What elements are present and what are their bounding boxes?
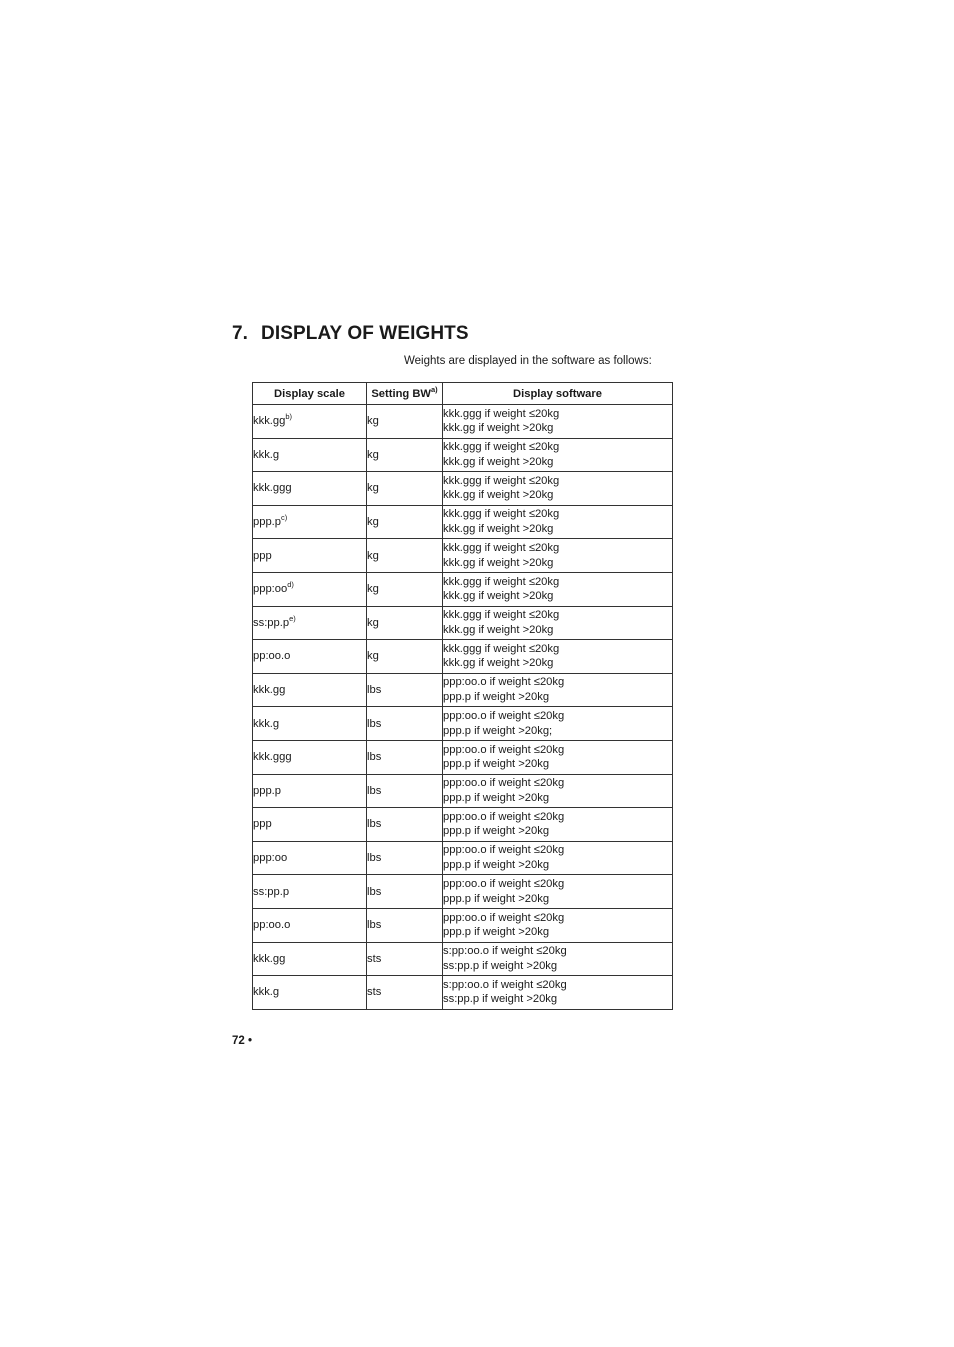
scale-format: ppp: [253, 818, 272, 831]
page-number: 72 •: [232, 1035, 253, 1047]
cell-display-software: [443, 572, 673, 606]
header-setting-bw: [367, 383, 443, 405]
table-row: [253, 472, 673, 506]
cell-display-software: [443, 472, 673, 506]
intro-text: Weights are displayed in the software as follows:: [404, 355, 652, 367]
cell-display-scale: [253, 405, 367, 439]
cell-display-scale: [253, 539, 367, 573]
footnote-marker: a): [431, 384, 438, 394]
section-title: DISPLAY OF WEIGHTS: [261, 323, 469, 344]
software-line-heavy: kkk.gg if weight >20kg: [443, 556, 554, 569]
scale-format: kkk.g: [253, 448, 280, 461]
cell-setting-bw: kg: [367, 438, 443, 472]
footnote-marker: e): [289, 613, 296, 623]
table-row: [253, 774, 673, 808]
cell-display-software: [443, 707, 673, 741]
cell-display-scale: [253, 505, 367, 539]
table-row: [253, 505, 673, 539]
table-row: [253, 908, 673, 942]
cell-setting-bw: lbs: [367, 740, 443, 774]
scale-format: ppp: [253, 549, 272, 562]
cell-setting-bw: lbs: [367, 841, 443, 875]
cell-setting-bw: lbs: [367, 875, 443, 909]
software-line-light: kkk.ggg if weight ≤20kg: [443, 508, 560, 521]
header-setting-label: Setting BW: [371, 387, 431, 400]
cell-display-software: [443, 405, 673, 439]
software-line-heavy: ppp.p if weight >20kg: [443, 825, 550, 838]
software-line-light: kkk.ggg if weight ≤20kg: [443, 542, 560, 555]
cell-setting-bw: sts: [367, 942, 443, 976]
header-display-software: Display software: [443, 383, 673, 405]
table-row: [253, 707, 673, 741]
software-line-heavy: ppp.p if weight >20kg: [443, 691, 550, 704]
cell-setting-bw: lbs: [367, 673, 443, 707]
cell-display-scale: [253, 774, 367, 808]
software-line-heavy: kkk.gg if weight >20kg: [443, 657, 554, 670]
software-line-light: kkk.ggg if weight ≤20kg: [443, 441, 560, 454]
software-line-light: ppp:oo.o if weight ≤20kg: [443, 810, 565, 823]
software-line-heavy: ppp.p if weight >20kg;: [443, 724, 553, 737]
software-line-light: kkk.ggg if weight ≤20kg: [443, 642, 560, 655]
header-display-scale: Display scale: [253, 383, 367, 405]
software-line-light: ppp:oo.o if weight ≤20kg: [443, 777, 565, 790]
software-line-light: ppp:oo.o if weight ≤20kg: [443, 878, 565, 891]
cell-display-scale: [253, 875, 367, 909]
cell-display-scale: [253, 673, 367, 707]
software-line-heavy: ss:pp.p if weight >20kg: [443, 993, 558, 1006]
scale-format: kkk.gg: [253, 415, 286, 428]
scale-format: ppp:oo: [253, 852, 288, 865]
software-line-heavy: kkk.gg if weight >20kg: [443, 523, 554, 536]
page-title: [232, 323, 469, 345]
cell-setting-bw: kg: [367, 640, 443, 674]
cell-display-scale: [253, 808, 367, 842]
cell-display-scale: [253, 841, 367, 875]
scale-format: kkk.ggg: [253, 482, 292, 495]
software-line-heavy: kkk.gg if weight >20kg: [443, 623, 554, 636]
cell-display-scale: [253, 472, 367, 506]
table-row: [253, 640, 673, 674]
software-line-heavy: ppp.p if weight >20kg: [443, 791, 550, 804]
cell-display-software: [443, 875, 673, 909]
software-line-heavy: ppp.p if weight >20kg: [443, 859, 550, 872]
table-row: [253, 740, 673, 774]
table-row: [253, 606, 673, 640]
cell-display-software: [443, 539, 673, 573]
weights-table-body: [253, 405, 673, 1010]
table-row: [253, 572, 673, 606]
cell-display-software: [443, 976, 673, 1010]
cell-display-scale: [253, 640, 367, 674]
cell-display-software: [443, 908, 673, 942]
software-line-light: kkk.ggg if weight ≤20kg: [443, 609, 560, 622]
cell-setting-bw: kg: [367, 505, 443, 539]
scale-format: kkk.g: [253, 717, 280, 730]
cell-setting-bw: kg: [367, 472, 443, 506]
section-number: 7.: [232, 323, 249, 344]
table-row: [253, 841, 673, 875]
cell-display-software: [443, 942, 673, 976]
software-line-heavy: ppp.p if weight >20kg: [443, 758, 550, 771]
software-line-light: kkk.ggg if weight ≤20kg: [443, 407, 560, 420]
footnote-marker: c): [281, 513, 288, 523]
software-line-light: ppp:oo.o if weight ≤20kg: [443, 911, 565, 924]
cell-display-software: [443, 808, 673, 842]
software-line-light: ppp:oo.o if weight ≤20kg: [443, 676, 565, 689]
cell-display-software: [443, 640, 673, 674]
footnote-marker: d): [287, 580, 294, 590]
software-line-heavy: kkk.gg if weight >20kg: [443, 489, 554, 502]
weights-table: [252, 382, 673, 1010]
table-row: [253, 875, 673, 909]
software-line-heavy: ppp.p if weight >20kg: [443, 892, 550, 905]
cell-display-software: [443, 606, 673, 640]
cell-setting-bw: lbs: [367, 908, 443, 942]
software-line-light: ppp:oo.o if weight ≤20kg: [443, 710, 565, 723]
table-row: [253, 976, 673, 1010]
cell-setting-bw: lbs: [367, 774, 443, 808]
cell-setting-bw: lbs: [367, 707, 443, 741]
scale-format: pp:oo.o: [253, 650, 291, 663]
software-line-light: ppp:oo.o if weight ≤20kg: [443, 844, 565, 857]
cell-display-software: [443, 673, 673, 707]
scale-format: ppp:oo: [253, 583, 288, 596]
scale-format: ppp.p: [253, 516, 281, 529]
software-line-heavy: kkk.gg if weight >20kg: [443, 455, 554, 468]
table-row: [253, 539, 673, 573]
cell-display-scale: [253, 438, 367, 472]
cell-display-scale: [253, 908, 367, 942]
software-line-heavy: kkk.gg if weight >20kg: [443, 422, 554, 435]
cell-display-scale: [253, 707, 367, 741]
software-line-light: kkk.ggg if weight ≤20kg: [443, 575, 560, 588]
cell-setting-bw: kg: [367, 606, 443, 640]
cell-setting-bw: kg: [367, 405, 443, 439]
footnote-marker: b): [285, 412, 293, 422]
table-row: [253, 942, 673, 976]
software-line-light: kkk.ggg if weight ≤20kg: [443, 474, 560, 487]
cell-display-scale: [253, 942, 367, 976]
table-row: [253, 405, 673, 439]
cell-setting-bw: lbs: [367, 808, 443, 842]
cell-setting-bw: kg: [367, 539, 443, 573]
software-line-light: s:pp:oo.o if weight ≤20kg: [443, 945, 567, 958]
cell-setting-bw: sts: [367, 976, 443, 1010]
software-line-light: ppp:oo.o if weight ≤20kg: [443, 743, 565, 756]
cell-display-scale: [253, 740, 367, 774]
cell-display-scale: [253, 606, 367, 640]
table-row: [253, 673, 673, 707]
cell-display-software: [443, 505, 673, 539]
cell-display-software: [443, 438, 673, 472]
cell-display-scale: [253, 976, 367, 1010]
cell-display-software: [443, 841, 673, 875]
table-header-row: [253, 383, 673, 405]
software-line-heavy: ss:pp.p if weight >20kg: [443, 959, 558, 972]
cell-display-software: [443, 774, 673, 808]
software-line-heavy: kkk.gg if weight >20kg: [443, 590, 554, 603]
table-row: [253, 438, 673, 472]
software-line-light: s:pp:oo.o if weight ≤20kg: [443, 978, 567, 991]
table-row: [253, 808, 673, 842]
cell-setting-bw: kg: [367, 572, 443, 606]
scale-format: ss:pp.p: [253, 885, 290, 898]
scale-format: kkk.gg: [253, 684, 286, 697]
cell-display-scale: [253, 572, 367, 606]
scale-format: kkk.g: [253, 986, 280, 999]
scale-format: ppp.p: [253, 784, 281, 797]
scale-format: kkk.ggg: [253, 751, 292, 764]
scale-format: kkk.gg: [253, 952, 286, 965]
scale-format: ss:pp.p: [253, 616, 290, 629]
cell-display-software: [443, 740, 673, 774]
software-line-heavy: ppp.p if weight >20kg: [443, 926, 550, 939]
scale-format: pp:oo.o: [253, 919, 291, 932]
